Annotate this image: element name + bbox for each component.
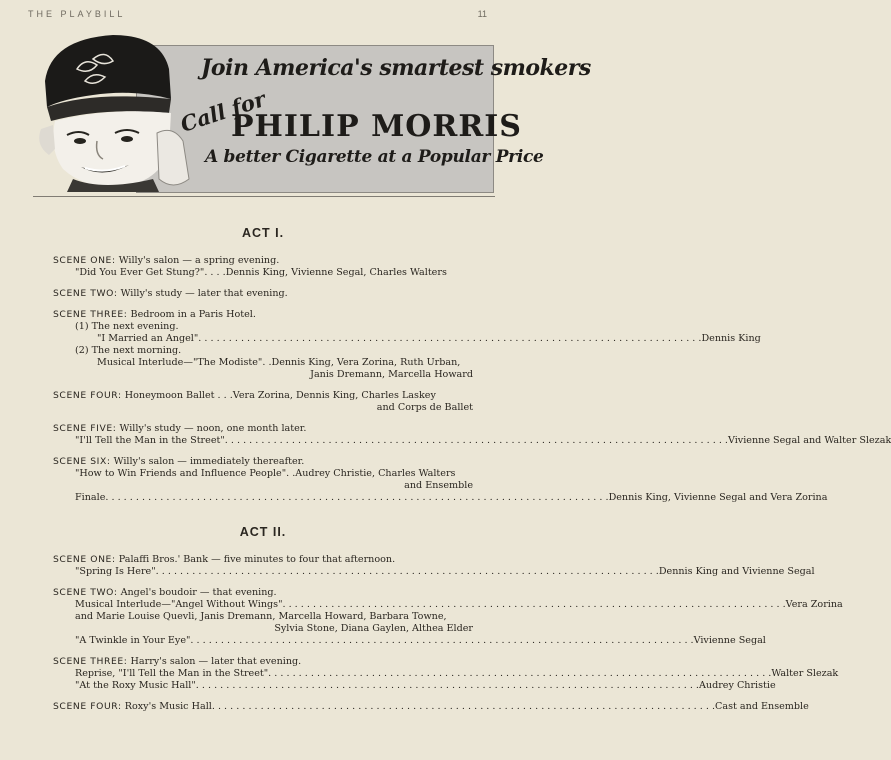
finale-label: Finale [75,492,106,503]
act-title: ACT II. [239,525,287,539]
page-number: 11 [477,9,487,19]
cast-list: Vivienne Segal [693,635,766,646]
scene-heading: SCENE FIVE: [53,423,117,434]
cast-list: and Corps de Ballet [376,402,473,413]
scene-block [53,255,473,279]
scene-description: Palaffi Bros.' Bank — five minutes to four that afternoon. [118,554,396,565]
program-listing [53,226,891,722]
scene-block [53,390,473,414]
ad-headline: Join America's smartest smokers [201,55,591,81]
cast-list: Audrey Christie, Charles Walters [295,468,456,479]
scene-description: Willy's salon — a spring evening. [118,255,280,266]
song-title: Reprise, "I'll Tell the Man in the Street" [75,668,269,679]
scene-block [53,701,809,713]
song-title: "I'll Tell the Man in the Street" [75,435,225,446]
cast-list: Dennis King [701,333,761,344]
song-title: Musical Interlude—"The Modiste". . [97,357,272,368]
scene-block [53,309,761,381]
cast-list: and Marie Louise Quevli, Janis Dremann, Marcella Howard, Barbara Towne, [75,611,447,622]
scene-description: Willy's study — noon, one month later. [119,423,307,434]
scene-heading: SCENE SIX: [53,456,111,467]
philip-morris-advertisement [33,29,591,192]
scene-heading: SCENE TWO: [53,288,118,299]
cast-list: Vera Zorina [785,599,843,610]
cast-list: Janis Dremann, Marcella Howard [310,369,473,380]
act-title: ACT I. [241,226,285,240]
song-title: Musical Interlude—"Angel Without Wings" [75,599,283,610]
scene-description: Angel's boudoir — that evening. [120,587,277,598]
scene-heading: SCENE TWO: [53,587,118,598]
cast-list: Cast and Ensemble [715,701,809,712]
scene-heading: SCENE THREE: [53,309,128,320]
song-title: "Spring Is Here" [75,566,156,577]
scene-description: Roxy's Music Hall [124,701,212,712]
scene-heading: SCENE ONE: [53,255,116,266]
scene-heading: SCENE ONE: [53,554,116,565]
scene-block [53,288,473,300]
scene-description: Honeymoon Ballet . . . [124,390,233,401]
page-header [28,9,487,19]
scene-heading: SCENE FOUR: [53,701,122,712]
scene-part: (2) The next morning. [75,345,182,356]
scene-part: (1) The next evening. [75,321,179,332]
cast-list: Vivienne Segal and Walter Slezak [727,435,891,446]
scene-heading: SCENE FOUR: [53,390,122,401]
scene-description: Bedroom in a Paris Hotel. [130,309,256,320]
song-title: "A Twinkle in Your Eye" [75,635,191,646]
ad-call-for: Call for [177,86,269,137]
cast-list: Dennis King, Vivienne Segal and Vera Zorina [608,492,828,503]
scene-block [53,554,815,578]
cast-list: Walter Slezak [771,668,839,679]
divider-rule [33,196,495,197]
scene-description: Willy's study — later that evening. [120,288,288,299]
cast-list: Dennis King and Vivienne Segal [658,566,815,577]
cast-list: Dennis King, Vivienne Segal, Charles Walters [225,267,447,278]
publication-title: THE PLAYBILL [28,9,126,19]
scene-block [53,456,828,504]
song-title: "At the Roxy Music Hall" [75,680,196,691]
song-title: "I Married an Angel" [97,333,199,344]
song-title: "How to Win Friends and Influence People". . [75,468,296,479]
ad-brand-name: PHILIP MORRIS [231,109,522,144]
scene-description: Harry's salon — later that evening. [130,656,302,667]
bellhop-portrait [33,29,203,192]
scene-block [53,656,839,692]
scene-heading: SCENE THREE: [53,656,128,667]
ad-tagline: A better Cigarette at a Popular Price [205,147,544,167]
scene-block [53,587,843,647]
cast-list: and Ensemble [404,480,473,491]
cast-list: Vera Zorina, Dennis King, Charles Laskey [232,390,436,401]
scene-block [53,423,891,447]
cast-list: Audrey Christie [698,680,776,691]
cast-list: Sylvia Stone, Diana Gaylen, Althea Elder [274,623,473,634]
song-title: "Did You Ever Get Stung?". . . . [75,267,226,278]
scene-description: Willy's salon — immediately thereafter. [113,456,305,467]
cast-list: Dennis King, Vera Zorina, Ruth Urban, [271,357,461,368]
